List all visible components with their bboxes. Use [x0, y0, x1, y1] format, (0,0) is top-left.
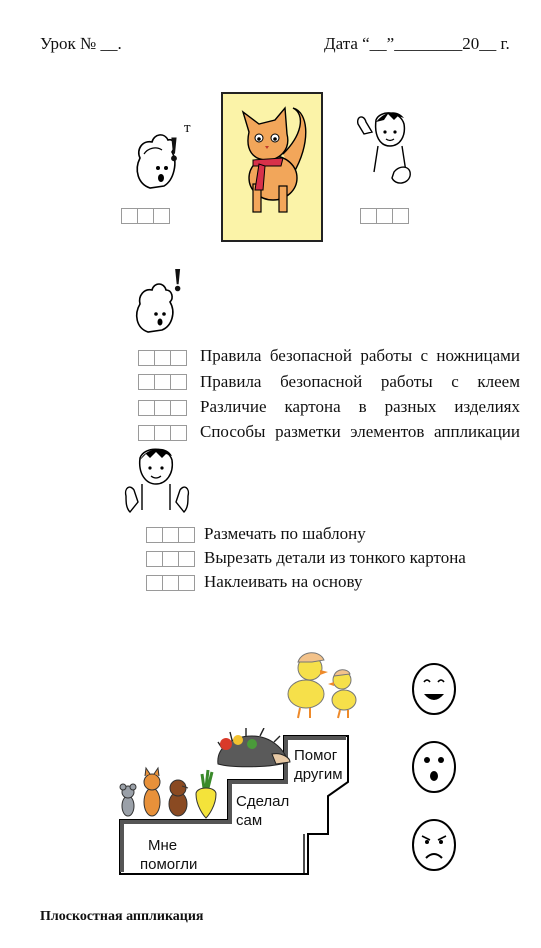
step-did-myself-line1: Сделал [236, 793, 290, 810]
checkbox-group[interactable] [146, 527, 194, 543]
step-did-myself-line2: сам [236, 812, 263, 829]
checkbox-group[interactable] [360, 208, 408, 224]
step-helped-others-line2: другим [294, 766, 343, 783]
checkbox-group[interactable] [138, 374, 186, 390]
knowledge-item: Правила безопасной работы с клеем [200, 372, 520, 391]
knowledge-item: Правила безопасной работы с ножницами [200, 346, 520, 365]
step-helped-others-line1: Помог [294, 747, 338, 764]
cat-picture [221, 92, 323, 242]
sad-face-icon[interactable] [410, 818, 458, 872]
checkbox-group[interactable] [138, 350, 186, 366]
waving-boy-icon [354, 106, 414, 190]
worksheet-title: Плоскостная аппликация [40, 909, 204, 924]
boy-hands-up-icon [124, 444, 190, 520]
skill-item: Вырезать детали из тонкого картона [204, 548, 466, 567]
skill-item: Размечать по шаблону [204, 524, 366, 543]
checkbox-group[interactable] [138, 425, 186, 441]
knowledge-item: Способы разметки элементов аппликации [200, 422, 520, 441]
skill-item: Наклеивать на основу [204, 572, 363, 591]
cat-icon [223, 94, 321, 240]
step-helped-me-line1: Мне [148, 837, 178, 854]
lesson-number: Урок № __. [40, 34, 122, 53]
hedgehog-icon [212, 728, 292, 772]
knowledge-exclaim-mark: ! [172, 262, 184, 299]
exclaim-superscript: т [184, 120, 191, 136]
checkbox-group[interactable] [121, 208, 169, 224]
checkbox-group[interactable] [146, 575, 194, 591]
happy-face-icon[interactable] [410, 662, 458, 716]
checkbox-group[interactable] [138, 400, 186, 416]
chicks-icon [282, 648, 364, 722]
checkbox-group[interactable] [146, 551, 194, 567]
date-field: Дата “__”________20__ г. [324, 34, 510, 53]
knowledge-item: Различие картона в разных изделиях [200, 397, 520, 416]
animals-icon [116, 762, 226, 824]
step-helped-me-line2: помогли [140, 856, 198, 873]
exclaim-mark: ! [168, 129, 180, 169]
neutral-face-icon[interactable] [410, 740, 458, 794]
